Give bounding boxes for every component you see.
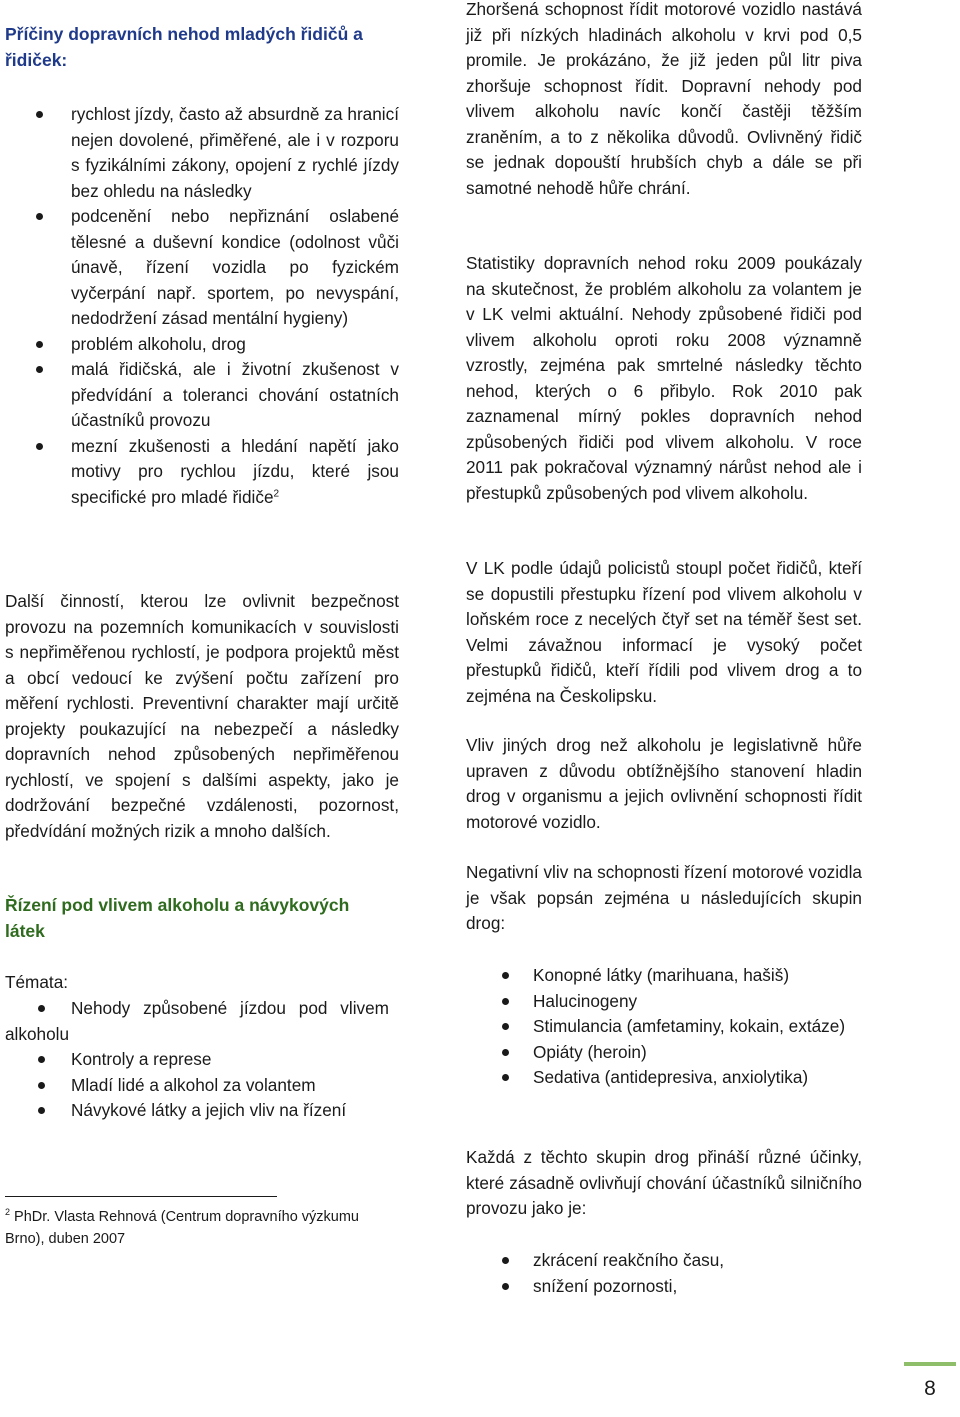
list-item: Stimulancia (amfetaminy, kokain, extáze) bbox=[466, 1014, 862, 1040]
list-item: Opiáty (heroin) bbox=[466, 1040, 862, 1066]
paragraph-effects-intro: Každá z těchto skupin drog přináší různé účinky, které zásadně ovlivňují chování účastníků silničního provozu jako je: bbox=[466, 1147, 862, 1218]
list-item: malá řidičská, ale i životní zkušenost v předvídání a toleranci chování ostatních účastníků provozu bbox=[5, 357, 399, 434]
paragraph-lk-offences: V LK podle údajů policistů stoupl počet řidičů, kteří se dopustili přestupku řízení pod vlivem alkoholu v loňském roce z necelých čtyř set na téměř šest set. Velmi závažnou informací je vysoký počet přestupků řidičů, kteří řídili pod vlivem drog a to zejména na Českolipsku. bbox=[466, 558, 862, 706]
topics-label: Témata: bbox=[5, 972, 69, 992]
effects-list bbox=[466, 1248, 862, 1299]
list-item: Návykové látky a jejich vliv na řízení bbox=[5, 1098, 399, 1124]
page-number-box bbox=[904, 1362, 956, 1416]
paragraph-drug-groups-intro: Negativní vliv na schopnosti řízení motorové vozidla je však popsán zejména u následujících skupin drog: bbox=[466, 862, 862, 933]
paragraph-alcohol-impairment: Zhoršená schopnost řídit motorové vozidlo nastává již při nízkých hladinách alkoholu v krvi pod 0,5 promile. Je prokázáno, že již jeden půl litr piva zhoršuje schopnost řídit. Dopravní nehody pod vlivem alkoholu navíc končí častěji těžším zraněním, a to z několika důvodů. Ovlivněný řidič se jednak dopouští hrubších chyb a dále se při samotné nehodě hůře chrání. bbox=[466, 0, 862, 198]
list-item: snížení pozornosti, bbox=[466, 1274, 862, 1300]
footnote-text: PhDr. Vlasta Rehnová (Centrum dopravního výzkumu Brno), duben 2007 bbox=[5, 1209, 359, 1247]
list-item: rychlost jízdy, často až absurdně za hranicí nejen dovolené, přiměřené, ale i v rozporu s fyzikálními zákony, opojení z rychlé jízdy bez ohledu na následky bbox=[5, 102, 399, 204]
footnote-divider bbox=[5, 1196, 277, 1197]
alcohol-section-heading: Řízení pod vlivem alkoholu a návykových látek bbox=[5, 895, 350, 941]
topics-list bbox=[5, 996, 399, 1124]
list-item bbox=[5, 434, 399, 511]
list-item: problém alkoholu, drog bbox=[5, 332, 399, 358]
list-item: Sedativa (antidepresiva, anxiolytika) bbox=[466, 1065, 862, 1091]
footnote bbox=[5, 1206, 375, 1250]
list-item-text: mezní zkušenosti a hledání napětí jako motivy pro rychlou jízdu, které jsou specifické pro mladé řidiče bbox=[71, 435, 399, 507]
drug-groups-list bbox=[466, 963, 862, 1091]
list-item: Nehody způsobené jízdou pod vlivem alkoholu bbox=[5, 996, 399, 1047]
list-item: Mladí lidé a alkohol za volantem bbox=[5, 1073, 399, 1099]
list-item: Halucinogeny bbox=[466, 989, 862, 1015]
list-item: Kontroly a represe bbox=[5, 1047, 399, 1073]
list-item: Konopné látky (marihuana, hašiš) bbox=[466, 963, 862, 989]
list-item: zkrácení reakčního času, bbox=[466, 1248, 862, 1274]
causes-list bbox=[5, 102, 399, 510]
paragraph-drug-legislation: Vliv jiných drog než alkoholu je legislativně hůře upraven z důvodu obtížnějšího stanovení hladin drog v organismu a jejich ovlivnění schopnosti řídit motorové vozidlo. bbox=[466, 735, 862, 832]
page-number: 8 bbox=[924, 1377, 936, 1400]
paragraph-statistics: Statistiky dopravních nehod roku 2009 poukázaly na skutečnost, že problém alkoholu za volantem je v LK velmi aktuální. Nehody způsobené řidiči pod vlivem alkoholu oproti roku 2008 významně vzrostly, zejména pak smrtelné následky těchto nehod, kterých o 6 přibylo. Rok 2010 pak zaznamenal mírný pokles dopravních nehod způsobených řidiči pod vlivem alkoholu. V roce 2011 pak pokračoval významný nárůst nehod ale i přestupků způsobených pod vlivem alkoholu. bbox=[466, 253, 862, 503]
footnote-number: 2 bbox=[5, 1207, 11, 1218]
footnote-ref: 2 bbox=[273, 487, 280, 499]
speed-paragraph: Další činností, kterou lze ovlivnit bezpečnost provozu na pozemních komunikacích v souvislosti s nepřiměřenou rychlostí, je podpora projektů měst a obcí vedoucí ke zvýšení počtu zařízení pro měření rychlosti. Preventivní charakter mají určitě projekty poukazující na nebezpečí a následky dopravních nehod způsobených nepřiměřenou rychlostí, ve spojení s dalšími aspekty, jako je dodržování bezpečné vzdálenosti, pozornost, předvídání možných rizik a mnoho dalších. bbox=[5, 591, 399, 841]
causes-heading: Příčiny dopravních nehod mladých řidičů a řidiček: bbox=[5, 24, 363, 70]
list-item: podcenění nebo nepřiznání oslabené tělesné a duševní kondice (odolnost vůči únavě, řízení vozidla po fyzickém vyčerpání např. sportem, po nevyspání, nedodržení zásad mentální hygieny) bbox=[5, 204, 399, 332]
